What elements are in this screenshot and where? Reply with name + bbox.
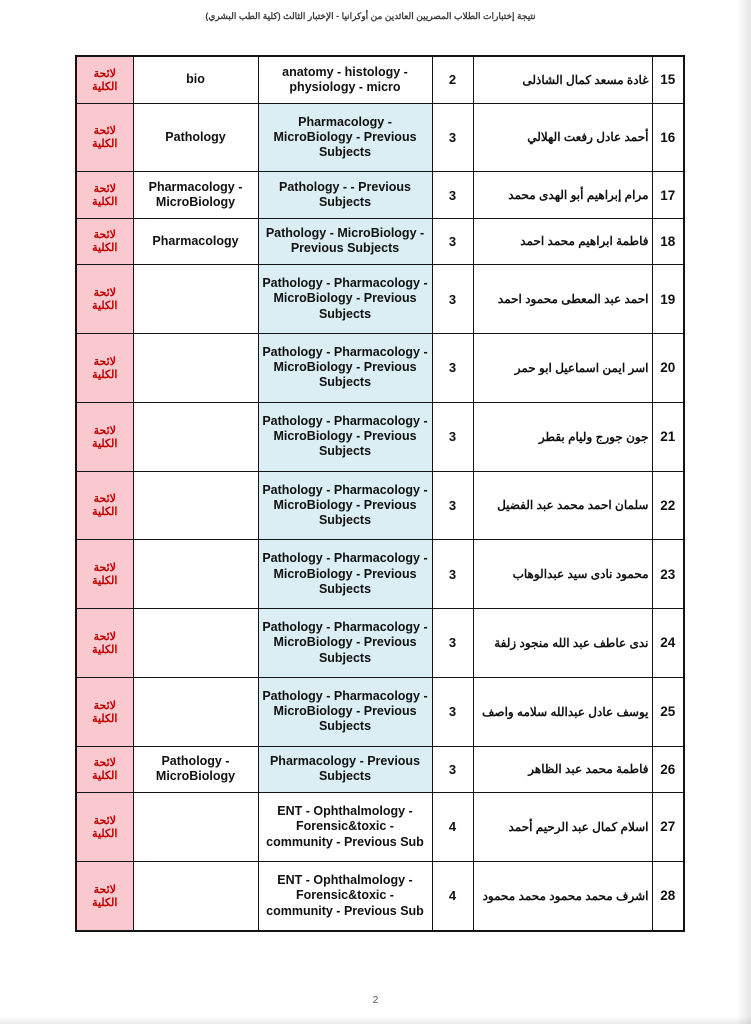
table-row xyxy=(76,402,684,471)
exam-results-table xyxy=(75,55,685,932)
regulation-cell: لائحة الكلية xyxy=(76,333,133,402)
extra-subject-cell xyxy=(133,333,258,402)
exam-subjects-cell: Pathology - Pharmacology - MicroBiology - Previous Subjects xyxy=(258,540,432,609)
subject-count-cell: 3 xyxy=(432,746,473,792)
extra-subject-cell xyxy=(133,861,258,931)
regulation-cell: لائحة الكلية xyxy=(76,471,133,540)
exam-subjects-cell: Pathology - - Previous Subjects xyxy=(258,172,432,218)
regulation-cell: لائحة الكلية xyxy=(76,172,133,218)
subject-count-cell: 2 xyxy=(432,56,473,103)
row-number-cell: 23 xyxy=(652,540,684,609)
student-name-cell: فاطمة محمد عبد الظاهر xyxy=(473,746,652,792)
extra-subject-cell xyxy=(133,677,258,746)
student-name-cell: سلمان احمد محمد عبد الفضيل xyxy=(473,471,652,540)
row-number-cell: 21 xyxy=(652,402,684,471)
subject-count-cell: 3 xyxy=(432,103,473,172)
extra-subject-cell xyxy=(133,265,258,334)
exam-subjects-cell: ENT - Ophthalmology - Forensic&toxic - community - Previous Sub xyxy=(258,793,432,862)
regulation-cell: لائحة الكلية xyxy=(76,218,133,264)
student-name-cell: يوسف عادل عبدالله سلامه واصف xyxy=(473,677,652,746)
row-number-cell: 24 xyxy=(652,609,684,678)
extra-subject-cell xyxy=(133,793,258,862)
extra-subject-cell: Pharmacology - MicroBiology xyxy=(133,172,258,218)
student-name-cell: اسر ايمن اسماعيل ابو حمر xyxy=(473,333,652,402)
regulation-cell: لائحة الكلية xyxy=(76,746,133,792)
student-name-cell: فاطمة ابراهيم محمد احمد xyxy=(473,218,652,264)
exam-subjects-cell: Pathology - MicroBiology - Previous Subjects xyxy=(258,218,432,264)
table-row xyxy=(76,333,684,402)
exam-subjects-cell: Pathology - Pharmacology - MicroBiology - Previous Subjects xyxy=(258,609,432,678)
regulation-cell: لائحة الكلية xyxy=(76,103,133,172)
subject-count-cell: 3 xyxy=(432,172,473,218)
student-name-cell: اسلام كمال عبد الرحيم أحمد xyxy=(473,793,652,862)
regulation-cell: لائحة الكلية xyxy=(76,677,133,746)
subject-count-cell: 3 xyxy=(432,609,473,678)
exam-subjects-cell: Pharmacology - Previous Subjects xyxy=(258,746,432,792)
student-name-cell: ندى عاطف عبد الله منجود زلفة xyxy=(473,609,652,678)
student-name-cell: احمد عبد المعطى محمود احمد xyxy=(473,265,652,334)
scan-shadow-right xyxy=(737,0,751,1024)
subject-count-cell: 3 xyxy=(432,540,473,609)
student-name-cell: مرام إبراهيم أبو الهدى محمد xyxy=(473,172,652,218)
table-row xyxy=(76,103,684,172)
row-number-cell: 26 xyxy=(652,746,684,792)
regulation-cell: لائحة الكلية xyxy=(76,265,133,334)
student-name-cell: أحمد عادل رفعت الهلالي xyxy=(473,103,652,172)
document-title: نتيجة إختبارات الطلاب المصريين العائدين من أوكرانيا - الإختبار الثالث (كلية الطب البشري) xyxy=(205,11,536,21)
extra-subject-cell xyxy=(133,471,258,540)
row-number-cell: 16 xyxy=(652,103,684,172)
extra-subject-cell xyxy=(133,609,258,678)
regulation-cell: لائحة الكلية xyxy=(76,402,133,471)
regulation-cell: لائحة الكلية xyxy=(76,609,133,678)
subject-count-cell: 3 xyxy=(432,333,473,402)
row-number-cell: 17 xyxy=(652,172,684,218)
exam-subjects-cell: Pathology - Pharmacology - MicroBiology - Previous Subjects xyxy=(258,333,432,402)
regulation-cell: لائحة الكلية xyxy=(76,56,133,103)
exam-subjects-cell: Pathology - Pharmacology - MicroBiology - Previous Subjects xyxy=(258,402,432,471)
exam-subjects-cell: Pharmacology - MicroBiology - Previous Subjects xyxy=(258,103,432,172)
row-number-cell: 28 xyxy=(652,861,684,931)
subject-count-cell: 3 xyxy=(432,218,473,264)
regulation-cell: لائحة الكلية xyxy=(76,861,133,931)
student-name-cell: غادة مسعد كمال الشاذلى xyxy=(473,56,652,103)
extra-subject-cell: Pharmacology xyxy=(133,218,258,264)
subject-count-cell: 3 xyxy=(432,471,473,540)
row-number-cell: 18 xyxy=(652,218,684,264)
subject-count-cell: 4 xyxy=(432,793,473,862)
student-name-cell: محمود نادى سيد عبدالوهاب xyxy=(473,540,652,609)
subject-count-cell: 3 xyxy=(432,265,473,334)
row-number-cell: 19 xyxy=(652,265,684,334)
results-table-body xyxy=(76,56,684,931)
table-row xyxy=(76,746,684,792)
table-row xyxy=(76,56,684,103)
exam-subjects-cell: Pathology - Pharmacology - MicroBiology - Previous Subjects xyxy=(258,677,432,746)
exam-subjects-cell: Pathology - Pharmacology - MicroBiology - Previous Subjects xyxy=(258,471,432,540)
page-number: 2 xyxy=(372,995,379,1006)
table-row xyxy=(76,218,684,264)
table-row xyxy=(76,677,684,746)
extra-subject-cell: bio xyxy=(133,56,258,103)
regulation-cell: لائحة الكلية xyxy=(76,540,133,609)
subject-count-cell: 3 xyxy=(432,402,473,471)
extra-subject-cell xyxy=(133,540,258,609)
row-number-cell: 27 xyxy=(652,793,684,862)
row-number-cell: 22 xyxy=(652,471,684,540)
row-number-cell: 25 xyxy=(652,677,684,746)
subject-count-cell: 4 xyxy=(432,861,473,931)
extra-subject-cell: Pathology xyxy=(133,103,258,172)
extra-subject-cell: Pathology - MicroBiology xyxy=(133,746,258,792)
student-name-cell: جون جورج وليام بقطر xyxy=(473,402,652,471)
row-number-cell: 15 xyxy=(652,56,684,103)
table-row xyxy=(76,540,684,609)
extra-subject-cell xyxy=(133,402,258,471)
row-number-cell: 20 xyxy=(652,333,684,402)
table-row xyxy=(76,172,684,218)
subject-count-cell: 3 xyxy=(432,677,473,746)
exam-subjects-cell: anatomy - histology - physiology - micro xyxy=(258,56,432,103)
table-row xyxy=(76,793,684,862)
table-row xyxy=(76,861,684,931)
table-row xyxy=(76,471,684,540)
exam-subjects-cell: ENT - Ophthalmology - Forensic&toxic - community - Previous Sub xyxy=(258,861,432,931)
scan-shadow-bottom xyxy=(0,1016,751,1024)
exam-subjects-cell: Pathology - Pharmacology - MicroBiology - Previous Subjects xyxy=(258,265,432,334)
table-row xyxy=(76,265,684,334)
student-name-cell: اشرف محمد محمود محمد محمود xyxy=(473,861,652,931)
table-row xyxy=(76,609,684,678)
regulation-cell: لائحة الكلية xyxy=(76,793,133,862)
